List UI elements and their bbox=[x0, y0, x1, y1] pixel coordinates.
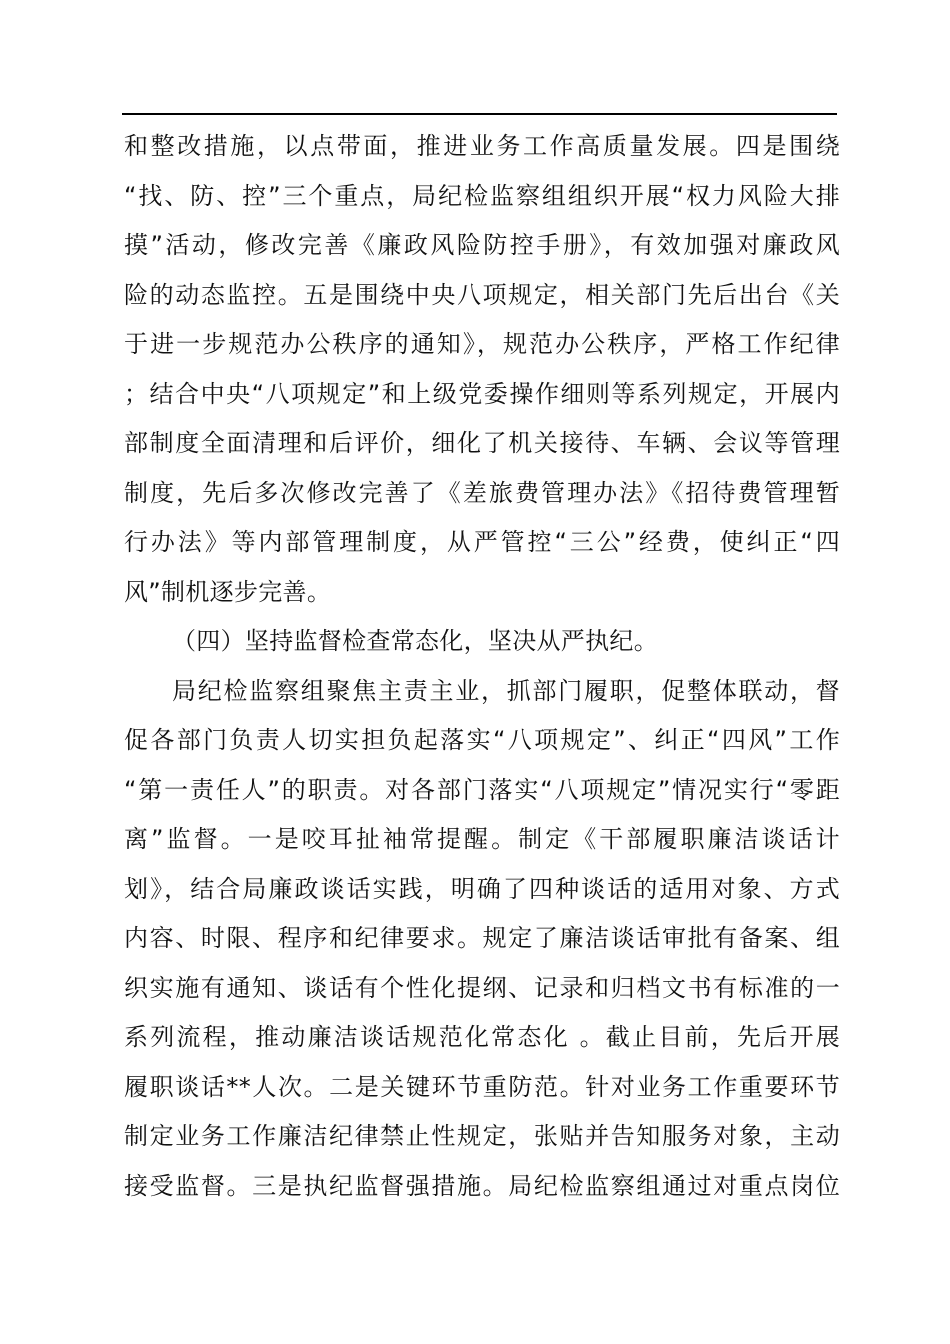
text-line: 和整改措施，以点带面，推进业务工作高质量发展。四是围绕 bbox=[124, 132, 840, 160]
text-line: “找、防、控”三个重点，局纪检监察组组织开展“权力风险大排 bbox=[124, 181, 840, 210]
text-line: 险的动态监控。五是围绕中央八项规定，相关部门先后出台《关 bbox=[124, 280, 840, 309]
text-line: 于进一步规范办公秩序的通知》，规范办公秩序，严格工作纪律 bbox=[124, 330, 840, 358]
header-rule bbox=[122, 113, 837, 115]
text-line: 离”监督。一是咬耳扯袖常提醒。制定《干部履职廉洁谈话计 bbox=[124, 825, 840, 853]
body-text bbox=[124, 122, 840, 1211]
text-line: 部制度全面清理和后评价，细化了机关接待、车辆、会议等管理 bbox=[124, 429, 840, 457]
text-line: 行办法》等内部管理制度，从严管控“三公”经费，使纠正“四 bbox=[124, 528, 840, 556]
text-line: “第一责任人”的职责。对各部门落实“八项规定”情况实行“零距 bbox=[124, 775, 840, 804]
text-line: ；结合中央“八项规定”和上级党委操作细则等系列规定，开展内 bbox=[124, 379, 840, 408]
text-line: 划》，结合局廉政谈话实践，明确了四种谈话的适用对象、方式 bbox=[124, 874, 840, 903]
text-line: 风”制机逐步完善。 bbox=[124, 577, 332, 606]
text-line: 摸”活动，修改完善《廉政风险防控手册》，有效加强对廉政风 bbox=[124, 231, 840, 259]
text-line: 制度，先后多次修改完善了《差旅费管理办法》《招待费管理暂 bbox=[124, 478, 840, 507]
text-line: 促各部门负责人切实担负起落实“八项规定”、纠正“四风”工作 bbox=[124, 726, 840, 754]
text-line: 履职谈话**人次。二是关键环节重防范。针对业务工作重要环节 bbox=[124, 1072, 840, 1101]
text-line: 内容、时限、程序和纪律要求。规定了廉洁谈话审批有备案、组 bbox=[124, 924, 840, 952]
section-heading: （四）坚持监督检查常态化，坚决从严执纪。 bbox=[172, 627, 658, 655]
text-line: 制定业务工作廉洁纪律禁止性规定，张贴并告知服务对象，主动 bbox=[124, 1122, 840, 1150]
text-line: 系列流程，推动廉洁谈话规范化常态化 。截止目前，先后开展 bbox=[124, 1023, 840, 1051]
text-line: 织实施有通知、谈话有个性化提纲、记录和归档文书有标准的一 bbox=[124, 973, 840, 1002]
text-line: 接受监督。三是执纪监督强措施。局纪检监察组通过对重点岗位 bbox=[124, 1171, 840, 1200]
text-line: 局纪检监察组聚焦主责主业，抓部门履职，促整体联动，督 bbox=[172, 676, 840, 705]
